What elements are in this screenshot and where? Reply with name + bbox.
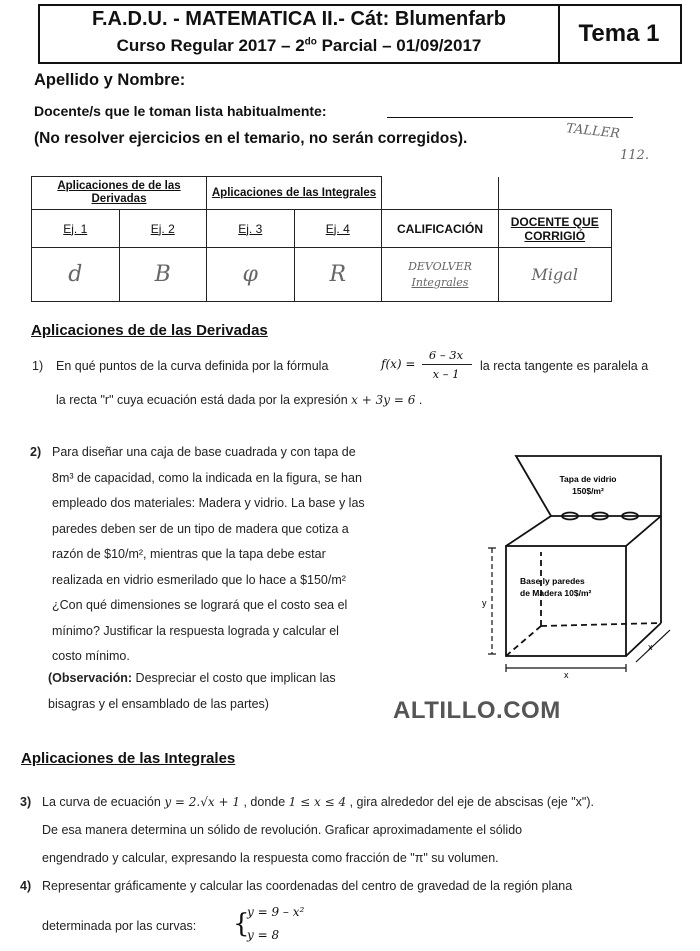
grade-col-ej4: Ej. 4 <box>294 210 382 248</box>
warning-text: (No resolver ejercicios en el temario, no serán corregidos). <box>34 130 468 147</box>
ex4-curve1: y = 9 – x² <box>247 905 305 919</box>
ex3-line1-b: , donde <box>243 795 286 809</box>
box-top-right-edge <box>626 516 661 546</box>
ex2-text <box>52 440 420 670</box>
grade-group-derivadas: Aplicaciones de de las Derivadas <box>32 177 207 210</box>
fig-base-label-2: de Madera 10$/m² <box>520 588 592 598</box>
ex4-curve2: y = 8 <box>247 928 280 942</box>
grade-group-integrales: Aplicaciones de las Integrales <box>207 177 382 210</box>
ex4-number <box>20 874 31 900</box>
ex4-line2: determinada por las curvas: <box>42 919 197 933</box>
ex1-text-b: la recta tangente es paralela a <box>480 359 649 373</box>
docente-line <box>387 117 633 118</box>
ex1-line2-period: . <box>415 393 423 407</box>
obs-label: (Observación: <box>48 671 133 685</box>
ex3-number <box>20 790 31 816</box>
header-subtitle <box>40 36 558 56</box>
grade-mark-ej2: B <box>119 248 207 302</box>
box-top-left-edge <box>506 516 551 546</box>
grade-col-ej3: Ej. 3 <box>207 210 295 248</box>
fig-depth-label: x <box>648 642 653 652</box>
ex1-formula-lhs: f(x) = <box>381 357 416 371</box>
fig-base-label-1: Base ly paredes <box>520 576 585 586</box>
grade-col-ej2: Ej. 2 <box>119 210 207 248</box>
header-subtitle-b: Parcial – 01/09/2017 <box>316 36 482 55</box>
grade-col-docente: DOCENTE QUE CORRIGIÓ <box>499 210 612 248</box>
grade-mark-ej1: d <box>32 248 120 302</box>
ex1-line2 <box>56 388 422 414</box>
ex1-line2-text: la recta "r" cuya ecuación está dada por la expresión <box>56 393 348 407</box>
grade-docente-value: Migal <box>499 248 612 302</box>
header-subtitle-a: Curso Regular 2017 – 2 <box>116 36 305 55</box>
ex3-range: 1 ≤ x ≤ 4 <box>288 795 347 809</box>
grade-mark-ej3: φ <box>207 248 295 302</box>
grade-calificacion-value <box>382 248 499 302</box>
ex3-line1-c: , gira alrededor del eje de abscisas (eje "x"). <box>349 795 594 809</box>
ex3-equation: y = 2.√x + 1 <box>164 795 240 809</box>
docente-label: Docente/s que le toman lista habitualmente: <box>34 103 327 119</box>
header-subtitle-sup: do <box>304 36 317 48</box>
box-hidden-edge-1 <box>506 626 541 656</box>
header-course-info <box>40 6 560 62</box>
ex3-number-text: 3) <box>20 795 32 809</box>
ex1-line2-expr: x + 3y = 6 <box>351 393 416 407</box>
ex2-line: ¿Con qué dimensiones se logrará que el costo sea el <box>52 598 348 612</box>
box-hidden-edge-2 <box>541 623 661 626</box>
ex4-number-text: 4) <box>20 879 32 893</box>
handwritten-taller: TALLER <box>565 121 621 142</box>
section-integrales-title: Aplicaciones de las Integrales <box>21 750 236 767</box>
calificacion-hand-2: Integrales <box>411 275 469 289</box>
obs-text: Despreciar el costo que implican las <box>132 671 336 685</box>
fig-y-label: y <box>482 598 487 608</box>
ex2-observation-line2: bisagras y el ensamblado de las partes) <box>48 697 269 711</box>
ex1-fraction-bar <box>422 364 472 365</box>
ex3-line1 <box>42 790 594 816</box>
grade-col-calificacion: CALIFICACIÓN <box>382 210 499 248</box>
ex2-line: razón de $10/m², mientras que la tapa debe estar <box>52 547 326 561</box>
header-tema: Tema 1 <box>578 20 660 47</box>
exam-header <box>38 4 682 64</box>
header-title: F.A.D.U. - MATEMATICA II.- Cát: Blumenfarb <box>91 8 507 30</box>
watermark: ALTILLO.COM <box>393 697 561 724</box>
ex1-formula-num: 6 – 3x <box>428 348 464 362</box>
ex2-line: realizada en vidrio esmerilado que lo hace a $150/m² <box>52 572 346 587</box>
ex4-brace: { <box>233 909 250 939</box>
name-label: Apellido y Nombre: <box>34 71 186 89</box>
ex2-line: paredes deben ser de un tipo de madera que cotiza a <box>52 521 349 536</box>
fig-tapa-label-2: 150$/m² <box>572 486 604 496</box>
grade-empty-1 <box>382 177 499 210</box>
section-derivadas-title: Aplicaciones de de las Derivadas <box>31 322 268 339</box>
box-bottom-right-edge <box>626 623 661 656</box>
fig-tapa-label-1: Tapa de vidrio <box>559 474 617 484</box>
fig-x-label: x <box>564 670 569 678</box>
handwritten-number: 112. <box>620 148 649 163</box>
ex3-line3: engendrado y calcular, expresando la respuesta como fracción de "π" su volumen. <box>42 851 499 865</box>
grade-col-ej1: Ej. 1 <box>32 210 120 248</box>
ex1-text-a: En qué puntos de la curva definida por la fórmula <box>56 359 329 373</box>
ex2-number <box>30 440 41 466</box>
ex2-line: Para diseñar una caja de base cuadrada y con tapa de <box>52 445 356 459</box>
ex2-number-text: 2) <box>30 445 42 459</box>
ex2-line: empleado dos materiales: Madera y vidrio. La base y las <box>52 496 365 510</box>
ex2-line: 8m³ de capacidad, como la indicada en la figura, se han <box>52 470 362 485</box>
ex2-line: costo mínimo. <box>52 649 130 663</box>
grade-mark-ej4: R <box>294 248 382 302</box>
grade-empty-2 <box>499 177 612 210</box>
grade-table <box>31 176 612 302</box>
ex3-line1-a: La curva de ecuación <box>42 795 161 809</box>
depth-dimension-line <box>636 630 670 662</box>
ex3-line2: De esa manera determina un sólido de revolución. Graficar aproximadamente el sólido <box>42 823 523 837</box>
ex2-observation <box>48 666 420 692</box>
ex4-line1: Representar gráficamente y calcular las coordenadas del centro de gravedad de la región plana <box>42 879 573 893</box>
box-figure <box>476 448 676 678</box>
ex1-number: 1) <box>32 359 44 373</box>
ex1-formula-den: x – 1 <box>432 367 460 381</box>
ex2-line: mínimo? Justificar la respuesta lograda y calcular el <box>52 623 339 638</box>
calificacion-hand-1: DEVOLVER <box>408 259 472 273</box>
